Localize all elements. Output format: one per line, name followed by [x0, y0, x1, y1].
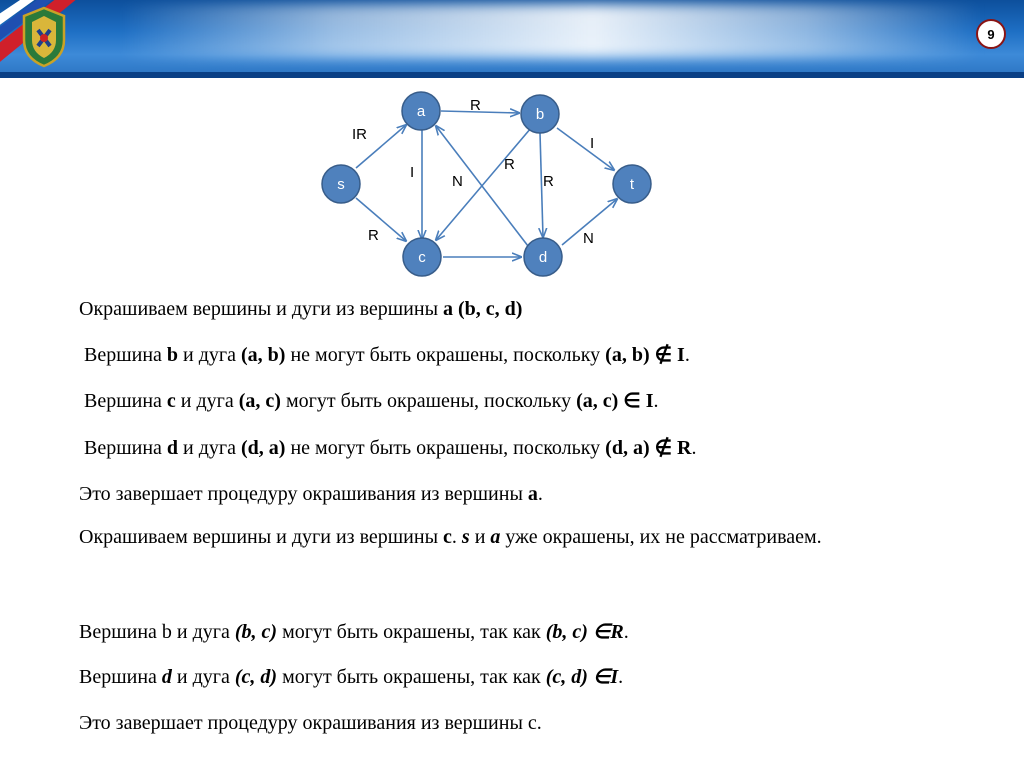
text-span: могут быть окрашены, так как — [277, 666, 546, 688]
node-d — [524, 238, 562, 276]
bold-span: (a, c) — [238, 390, 281, 412]
bold-italic-span: (c, d) — [234, 666, 278, 688]
bold-span: a — [527, 483, 538, 505]
bold-span: (a, c) ∈ I — [576, 390, 654, 412]
text-span: Вершина — [84, 390, 167, 412]
edge-label-b-t: I — [590, 135, 595, 152]
node-a — [402, 92, 440, 130]
text-span: Вершина — [84, 344, 167, 366]
bold-italic-span: s — [461, 526, 470, 548]
node-label-s: s — [337, 176, 345, 193]
bold-italic-span: d — [161, 666, 172, 688]
node-b — [521, 95, 559, 133]
text-span: могут быть окрашены, так как — [277, 621, 546, 643]
edge-label-b-d: R — [543, 173, 554, 190]
bold-span: (a, b) — [241, 344, 286, 366]
node-s — [322, 165, 360, 203]
edge-label-a-c: I — [410, 164, 415, 181]
text-line-3 — [84, 389, 659, 413]
edge-b-t — [557, 128, 614, 170]
edge-label-d-a: N — [452, 173, 463, 190]
bold-span: (d, a) ∉ R — [605, 437, 692, 459]
text-span: . — [691, 437, 697, 459]
page-number-badge: 9 — [976, 19, 1006, 49]
text-span: и дуга — [175, 390, 239, 412]
text-span: Это завершает процедуру окрашивания из вершины c. — [79, 712, 542, 734]
text-line-8 — [79, 665, 623, 689]
bold-span: c — [166, 390, 176, 412]
text-span: и дуга — [171, 666, 235, 688]
node-label-b: b — [535, 106, 545, 123]
text-span: не могут быть окрашены, поскольку — [285, 344, 606, 366]
text-line-1 — [79, 297, 522, 321]
bold-italic-span: (c, d) ∈I — [545, 666, 619, 688]
bold-span: b — [166, 344, 179, 366]
text-span: не могут быть окрашены, поскольку — [285, 437, 606, 459]
edge-label-a-b: R — [470, 97, 481, 114]
bold-italic-span: (b, c) ∈R — [545, 621, 624, 643]
text-span: уже окрашены, их не рассматриваем. — [500, 526, 822, 548]
edge-label-d-t: N — [583, 230, 594, 247]
text-span: и — [469, 526, 491, 548]
bold-span: (a, b) ∉ I — [605, 344, 685, 366]
bold-span: (d, a) — [241, 437, 286, 459]
text-span: Окрашиваем вершины и дуги из вершины — [79, 298, 444, 320]
bold-span: (b, c, d) — [458, 298, 523, 320]
text-line-5 — [79, 482, 543, 506]
text-span: . — [451, 526, 462, 548]
text-span: . — [684, 344, 690, 366]
text-span: Это завершает процедуру окрашивания из вершины — [79, 483, 528, 505]
text-span: Окрашиваем вершины и дуги из вершины — [79, 526, 444, 548]
node-label-t: t — [629, 176, 635, 193]
node-t — [613, 165, 651, 203]
bold-span: c — [443, 526, 452, 548]
node-label-c: c — [418, 249, 426, 266]
text-line-9 — [79, 711, 542, 735]
text-span: Вершина — [79, 666, 162, 688]
text-paragraph-6 — [40, 518, 965, 556]
edge-label-s-c: R — [368, 227, 379, 244]
edge-label-s-a: IR — [352, 126, 367, 143]
text-span: . — [623, 621, 629, 643]
edge-s-c — [356, 198, 406, 241]
text-span: и дуга — [178, 437, 241, 459]
text-span: . — [618, 666, 624, 688]
bold-italic-span: (b, c) — [234, 621, 278, 643]
text-span: Вершина — [84, 437, 167, 459]
text-line-2 — [84, 343, 690, 367]
text-line-7 — [79, 620, 629, 644]
text-line-4 — [84, 436, 696, 460]
edge-label-b-c: R — [504, 156, 515, 173]
bold-span: a — [443, 298, 454, 320]
node-c — [403, 238, 441, 276]
bold-span: d — [166, 437, 179, 459]
text-span: . — [537, 483, 543, 505]
node-label-d: d — [538, 249, 548, 266]
text-span: и дуга — [178, 344, 241, 366]
node-label-a: a — [416, 103, 426, 120]
bold-italic-span: a — [490, 526, 501, 548]
text-span: могут быть окрашены, поскольку — [280, 390, 577, 412]
text-span: . — [653, 390, 659, 412]
text-span: Вершина b и дуга — [79, 621, 235, 643]
